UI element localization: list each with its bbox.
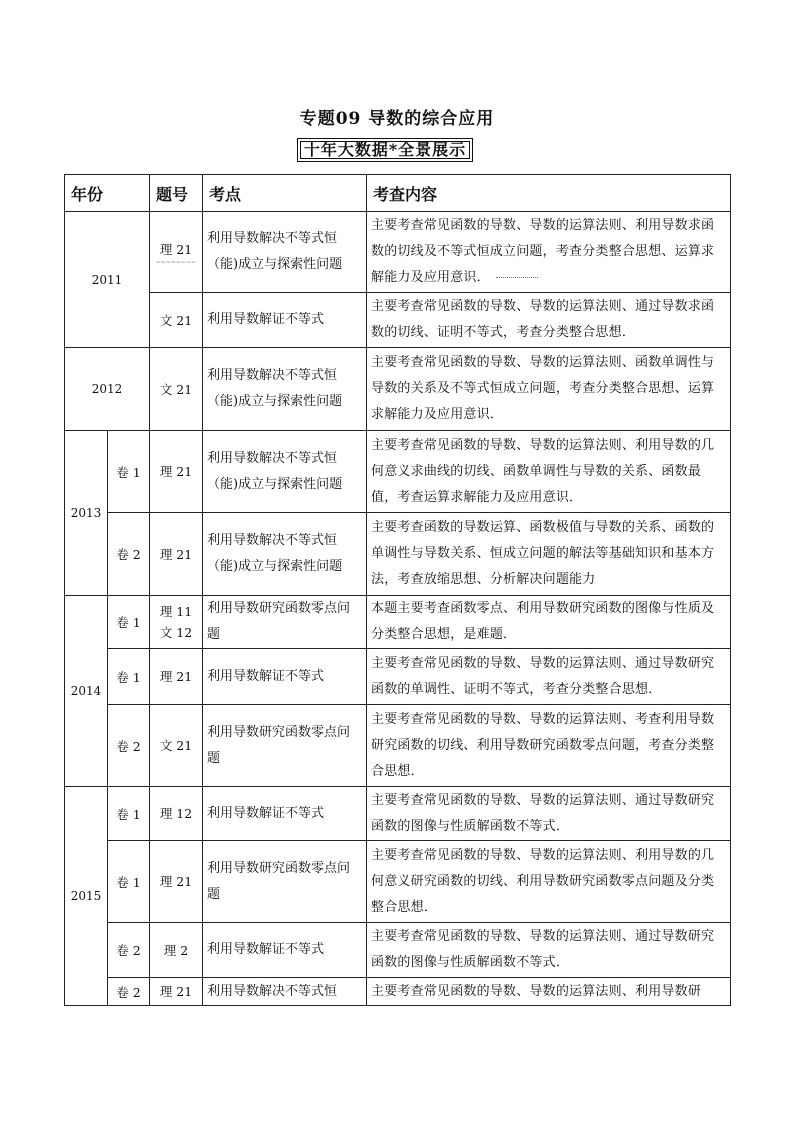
table-row — [65, 513, 731, 596]
volume-cell: 卷 1 — [108, 431, 150, 513]
point-cell: 利用导数解证不等式 — [203, 923, 367, 978]
subtitle-text: 十年大数据*全景展示 — [303, 140, 467, 159]
table-row — [65, 978, 731, 1006]
point-cell: 利用导数解决不等式恒（能)成立与探索性问题 — [203, 513, 367, 596]
number-cell: 理 11 文 12 — [150, 596, 203, 649]
header-number: 题号 — [150, 175, 203, 212]
content-cell: 主要考查常见函数的导数、导数的运算法则、利用导数的几何意义研究函数的切线、利用导数研究函数零点问题及分类整合思想． — [367, 841, 731, 923]
content-cell: 主要考查常见函数的导数、导数的运算法则、利用导数研 — [367, 978, 731, 1006]
year-cell: 2012 — [65, 348, 150, 431]
number-cell: 理 21 — [150, 649, 203, 705]
content-cell: 主要考查常见函数的导数、导数的运算法则、通过导数求函数的切线、证明不等式，考查分类整合思想． — [367, 293, 731, 348]
section-subtitle — [297, 138, 473, 162]
exam-stats-table — [64, 174, 731, 1006]
subtitle-frame — [300, 141, 470, 159]
volume-cell: 卷 1 — [108, 787, 150, 841]
point-cell: 利用导数研究函数零点问题 — [203, 596, 367, 649]
faint-mark: ~~~~~~~~ — [155, 258, 197, 266]
point-cell: 利用导数研究函数零点问题 — [203, 705, 367, 787]
point-cell: 利用导数解决不等式恒（能)成立与探索性问题 — [203, 212, 367, 293]
table-row — [65, 705, 731, 787]
content-cell: 主要考查常见函数的导数、导数的运算法则、通过导数研究函数的单调性、证明不等式，考查分类整合思想． — [367, 649, 731, 705]
number-cell: 文 21 — [150, 293, 203, 348]
number-cell: 理 21 — [150, 431, 203, 513]
volume-cell: 卷 1 — [108, 841, 150, 923]
header-year: 年份 — [65, 175, 150, 212]
table-row — [65, 787, 731, 841]
point-cell: 利用导数解决不等式恒 — [203, 978, 367, 1006]
number-text: 理 21 — [159, 241, 193, 257]
header-content: 考查内容 — [367, 175, 731, 212]
content-cell: 本题主要考查函数零点、利用导数研究函数的图像与性质及分类整合思想，是难题． — [367, 596, 731, 649]
number-cell — [150, 212, 203, 293]
point-cell: 利用导数解证不等式 — [203, 649, 367, 705]
table-row — [65, 348, 731, 431]
table-row — [65, 841, 731, 923]
table-header-row — [65, 175, 731, 212]
point-cell: 利用导数解证不等式 — [203, 787, 367, 841]
table-row — [65, 596, 731, 649]
point-cell: 利用导数研究函数零点问题 — [203, 841, 367, 923]
year-cell — [65, 431, 108, 596]
content-cell: 主要考查函数的导数运算、函数极值与导数的关系、函数的单调性与导数关系、恒成立问题的解法等基础知识和基本方法，考查放缩思想、分析解决问题能力 — [367, 513, 731, 596]
number-cell: 理 21 — [150, 841, 203, 923]
page-title: 专题09 导数的综合应用 — [299, 109, 495, 129]
point-cell: 利用导数解证不等式 — [203, 293, 367, 348]
volume-cell: 卷 2 — [108, 513, 150, 596]
number-cell: 理 2 — [150, 923, 203, 978]
year-cell: 2015 — [65, 787, 108, 1006]
table-row — [65, 431, 731, 513]
content-cell — [367, 212, 731, 293]
volume-cell: 卷 1 — [108, 649, 150, 705]
volume-cell: 卷 2 — [108, 923, 150, 978]
number-cell: 文 21 — [150, 348, 203, 431]
number-cell: 理 21 — [150, 978, 203, 1006]
year-cell: 2014 — [65, 596, 108, 787]
content-cell: 主要考查常见函数的导数、导数的运算法则、通过导数研究函数的图像与性质解函数不等式． — [367, 787, 731, 841]
content-cell: 主要考查常见函数的导数、导数的运算法则、函数单调性与导数的关系及不等式恒成立问题，考查分类整合思想、运算求解能力及应用意识． — [367, 348, 731, 431]
content-cell: 主要考查常见函数的导数、导数的运算法则、通过导数研究函数的图像与性质解函数不等式． — [367, 923, 731, 978]
number-cell: 文 21 — [150, 705, 203, 787]
content-cell: 主要考查常见函数的导数、导数的运算法则、考查利用导数研究函数的切线、利用导数研究函数零点问题，考查分类整合思想． — [367, 705, 731, 787]
table-row — [65, 293, 731, 348]
table-row — [65, 649, 731, 705]
header-point: 考点 — [203, 175, 367, 212]
volume-cell: 卷 2 — [108, 705, 150, 787]
number-cell: 理 21 — [150, 513, 203, 596]
point-cell: 利用导数解决不等式恒（能)成立与探索性问题 — [203, 348, 367, 431]
table-row — [65, 923, 731, 978]
volume-cell: 卷 2 — [108, 978, 150, 1006]
content-cell: 主要考查常见函数的导数、导数的运算法则、利用导数的几何意义求曲线的切线、函数单调性与导数的关系、函数最值，考查运算求解能力及应用意识． — [367, 431, 731, 513]
point-cell: 利用导数解决不等式恒（能)成立与探索性问题 — [203, 431, 367, 513]
content-text: 主要考查常见函数的导数、导数的运算法则、利用导数求函数的切线及不等式恒成立问题，考查分类整合思想、运算求解能力及应用意识． — [371, 218, 715, 285]
year-text: 2013 — [70, 506, 102, 520]
volume-cell: 卷 1 — [108, 596, 150, 649]
table-row — [65, 212, 731, 293]
year-cell: 2011 — [65, 212, 150, 348]
number-cell: 理 12 — [150, 787, 203, 841]
faint-dash — [496, 277, 538, 278]
